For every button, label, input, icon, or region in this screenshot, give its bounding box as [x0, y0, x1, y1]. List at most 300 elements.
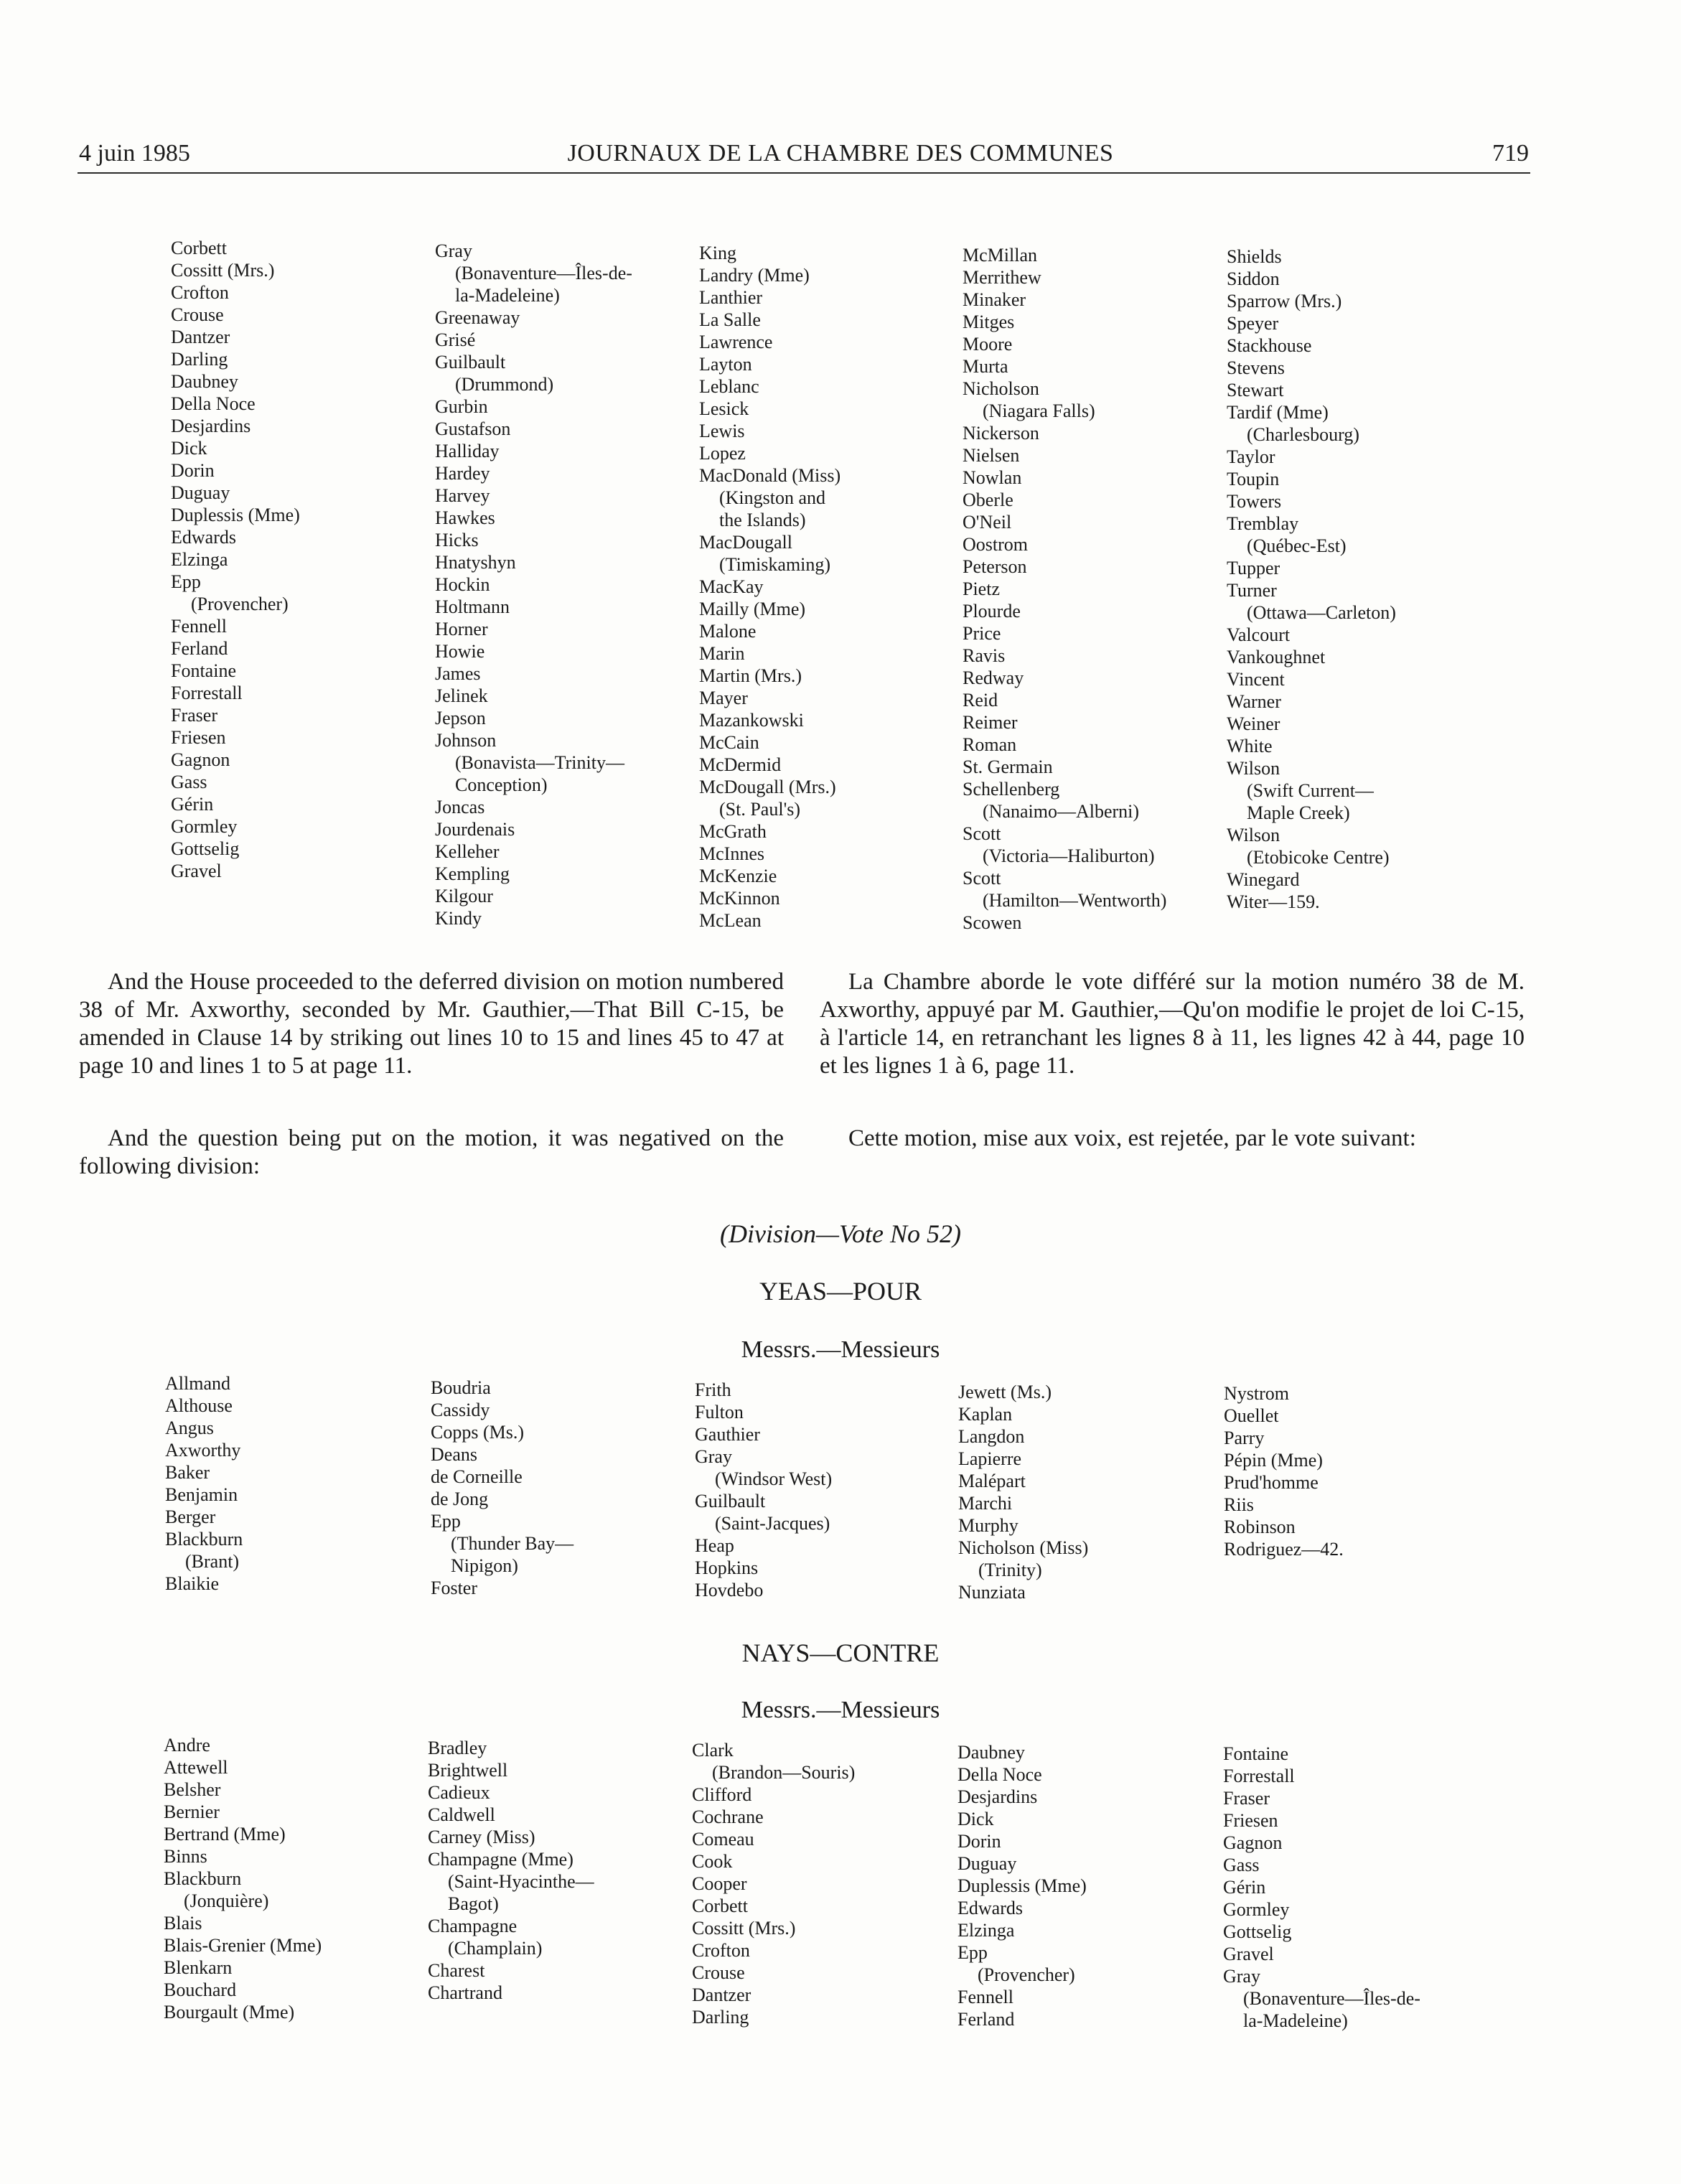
member-surname: Halliday [435, 441, 500, 461]
member-name [699, 909, 840, 932]
member-surname: Grisé [435, 329, 476, 350]
member-name [165, 1372, 243, 1395]
member-name [958, 1448, 1088, 1470]
member-surname: Gottselig [171, 838, 240, 859]
member-surname: Pietz [963, 578, 1000, 599]
member-name [171, 281, 300, 304]
member-surname: Fraser [1223, 1788, 1270, 1809]
member-surname: Kilgour [435, 886, 493, 906]
member-riding: la-Madeleine) [455, 285, 560, 306]
member-name [957, 1808, 1087, 1830]
member-surname: Stevens [1227, 357, 1285, 378]
member-name [171, 860, 300, 882]
member-name [165, 1439, 243, 1461]
member-name [171, 571, 300, 615]
member-surname: Hockin [435, 574, 490, 595]
member-name [699, 242, 840, 264]
member-name [692, 1828, 855, 1850]
yeas-column-2 [431, 1377, 573, 1599]
member-riding: Maple Creek) [1247, 802, 1350, 823]
member-surname: Heap [695, 1535, 734, 1556]
member-name [1227, 446, 1396, 468]
member-surname: Desjardins [957, 1786, 1038, 1807]
member-name [431, 1488, 573, 1510]
member-name [699, 843, 840, 865]
member-riding: (Québec-Est) [1247, 535, 1347, 556]
member-name [963, 489, 1166, 511]
member-surname: Langdon [958, 1426, 1025, 1447]
member-name [958, 1381, 1088, 1403]
member-riding: Conception) [455, 774, 548, 795]
member-surname: Gass [1223, 1855, 1260, 1875]
member-surname: Fennell [957, 1987, 1013, 2007]
member-surname: Della Noce [171, 393, 256, 414]
member-name [171, 237, 300, 259]
member-name [957, 1741, 1087, 1763]
member-surname: Forrestall [1223, 1766, 1295, 1786]
member-name [957, 1897, 1087, 1919]
member-surname: Harvey [435, 485, 490, 506]
member-surname: Cossitt (Mrs.) [171, 260, 275, 281]
member-name [435, 418, 632, 440]
member-name [699, 642, 840, 665]
member-name [963, 511, 1166, 533]
nays-column-1 [164, 1734, 322, 2023]
member-name [164, 1956, 322, 1979]
member-name [1224, 1471, 1344, 1494]
member-riding: (Saint-Jacques) [715, 1513, 830, 1534]
member-surname: Binns [164, 1846, 207, 1867]
member-name [695, 1423, 832, 1445]
member-surname: Wilson [1227, 758, 1280, 779]
member-name [1224, 1538, 1344, 1560]
member-name [171, 459, 300, 482]
member-name [963, 778, 1166, 822]
member-surname: Crofton [171, 282, 229, 303]
member-surname: Lapierre [958, 1448, 1022, 1469]
member-name [958, 1514, 1088, 1537]
member-surname: Dantzer [171, 327, 230, 347]
member-name [963, 333, 1166, 355]
member-name [957, 1852, 1087, 1875]
member-name [699, 731, 840, 754]
member-surname: Roman [963, 734, 1017, 755]
member-riding: (Niagara Falls) [983, 400, 1095, 421]
yeas-column-4 [958, 1381, 1088, 1603]
member-surname: Forrestall [171, 683, 243, 703]
page-number: 719 [1492, 140, 1529, 167]
member-name [435, 395, 632, 418]
member-name [435, 729, 632, 796]
member-name [958, 1403, 1088, 1425]
member-surname: Johnson [435, 730, 497, 751]
member-name [428, 1848, 594, 1915]
member-name [435, 907, 632, 929]
member-name [699, 286, 840, 309]
member-name [171, 771, 300, 793]
member-name [699, 375, 840, 398]
member-name [695, 1401, 832, 1423]
member-surname: Malone [699, 621, 757, 642]
member-surname: Clark [692, 1740, 734, 1761]
member-surname: Ravis [963, 645, 1006, 666]
member-name [171, 526, 300, 548]
member-surname: Dantzer [692, 1984, 751, 2005]
member-surname: Epp [957, 1942, 988, 1963]
member-riding: (Nanaimo—Alberni) [983, 801, 1140, 822]
member-name [1227, 690, 1396, 713]
member-name [963, 667, 1166, 689]
member-name [435, 462, 632, 484]
member-name [699, 709, 840, 731]
member-surname: Gustafson [435, 418, 511, 439]
member-name [431, 1399, 573, 1421]
member-name [171, 482, 300, 504]
member-surname: Mitges [963, 311, 1015, 332]
member-surname: Gurbin [435, 396, 488, 417]
member-surname: Merrithew [963, 267, 1041, 288]
member-surname: Weiner [1227, 713, 1280, 734]
member-riding: Nipigon) [451, 1555, 518, 1576]
member-surname: Nowlan [963, 467, 1022, 488]
member-surname: de Jong [431, 1489, 489, 1509]
member-name [431, 1466, 573, 1488]
member-surname: McCain [699, 732, 759, 753]
member-surname: Duguay [171, 482, 230, 503]
member-surname: Hovdebo [695, 1580, 764, 1600]
member-name [1227, 757, 1396, 824]
member-riding: (Etobicoke Centre) [1247, 847, 1390, 868]
member-name [428, 1915, 594, 1959]
member-surname: Vincent [1227, 669, 1285, 690]
prev-division-column-3 [699, 242, 840, 932]
member-name [171, 370, 300, 393]
member-surname: Cossitt (Mrs.) [692, 1918, 796, 1939]
nays-column-5 [1223, 1743, 1420, 2032]
member-surname: Charest [428, 1960, 485, 1981]
member-name [171, 637, 300, 660]
member-name [164, 1778, 322, 1801]
member-name [1227, 668, 1396, 690]
member-surname: Elzinga [171, 549, 228, 570]
member-name [171, 348, 300, 370]
member-riding: (Bonaventure—Îles-de- [455, 263, 632, 283]
prev-division-column-1 [171, 237, 300, 882]
member-name [1223, 1787, 1420, 1809]
member-surname: Greenaway [435, 307, 520, 328]
member-surname: Dick [957, 1809, 994, 1829]
member-surname: Angus [165, 1417, 214, 1438]
member-name [699, 776, 840, 820]
motion-french: La Chambre aborde le vote différé sur la motion numéro 38 de M. Axworthy, appuyé par M. Gauthier,—Qu'on modifie le projet de loi C-15, à l'article 14, en retranchant les lignes 8 à 11, les lignes 42 à 44, page 10 et les lignes 1 à 6, page 11. [820, 969, 1525, 1079]
member-surname: Leblanc [699, 376, 759, 397]
member-name [1223, 1743, 1420, 1765]
member-surname: Howie [435, 641, 485, 662]
member-surname: Gray [435, 240, 472, 261]
member-name [435, 484, 632, 507]
member-name [963, 467, 1166, 489]
member-name [695, 1557, 832, 1579]
member-surname: Lopez [699, 443, 746, 464]
member-surname: Pépin (Mme) [1224, 1450, 1323, 1471]
member-surname: Hnatyshyn [435, 552, 516, 573]
member-name [699, 820, 840, 843]
member-name [435, 240, 632, 306]
member-name [963, 711, 1166, 734]
member-name [1227, 312, 1396, 334]
member-name [171, 793, 300, 815]
member-name [692, 2006, 855, 2028]
member-riding: (Trinity) [978, 1560, 1042, 1580]
member-name [958, 1492, 1088, 1514]
member-name [963, 311, 1166, 333]
member-name [435, 662, 632, 685]
member-surname: Shields [1227, 246, 1282, 267]
member-surname: Cochrane [692, 1806, 764, 1827]
member-surname: Hardey [435, 463, 490, 484]
member-name [963, 378, 1166, 422]
member-name [963, 911, 1166, 934]
member-name [435, 707, 632, 729]
member-riding: (Bonavista—Trinity— [455, 752, 624, 773]
member-surname: McKinnon [699, 888, 780, 909]
member-surname: MacKay [699, 576, 764, 597]
member-name [692, 1984, 855, 2006]
member-surname: Landry (Mme) [699, 265, 810, 286]
member-surname: Blaikie [165, 1573, 220, 1594]
member-surname: McMillan [963, 245, 1037, 266]
member-name [695, 1579, 832, 1601]
member-surname: Reimer [963, 712, 1018, 733]
member-surname: Valcourt [1227, 624, 1291, 645]
member-name [963, 867, 1166, 911]
member-surname: Hicks [435, 530, 479, 550]
member-surname: La Salle [699, 309, 761, 330]
member-name [1227, 512, 1396, 557]
member-name [957, 1986, 1087, 2008]
member-surname: Towers [1227, 491, 1282, 512]
member-name [171, 615, 300, 637]
member-name [428, 1781, 594, 1804]
member-surname: Kempling [435, 863, 510, 884]
member-riding: (Victoria—Haliburton) [983, 845, 1155, 866]
member-surname: Gray [695, 1446, 732, 1467]
member-surname: Daubney [171, 371, 238, 392]
member-surname: Sparrow (Mrs.) [1227, 291, 1342, 311]
member-surname: Attewell [164, 1757, 228, 1778]
member-riding: (Brandon—Souris) [712, 1762, 856, 1783]
member-name [699, 576, 840, 598]
member-name [699, 353, 840, 375]
member-name [692, 1873, 855, 1895]
header-date: 4 juin 1985 [79, 140, 190, 167]
member-surname: Gérin [171, 794, 214, 815]
member-surname: Witer—159. [1227, 891, 1320, 912]
member-name [171, 393, 300, 415]
member-name [963, 578, 1166, 600]
member-name [963, 422, 1166, 444]
member-name [165, 1528, 243, 1573]
member-name [428, 1804, 594, 1826]
member-surname: Lewis [699, 421, 745, 441]
member-surname: Hopkins [695, 1557, 759, 1578]
member-surname: Tupper [1227, 558, 1280, 578]
member-surname: McInnes [699, 843, 764, 864]
member-surname: Darling [692, 2007, 749, 2028]
member-name [435, 529, 632, 551]
member-surname: Elzinga [957, 1920, 1015, 1941]
member-surname: Gass [171, 772, 207, 792]
member-riding: (Bonaventure—Îles-de- [1243, 1988, 1420, 2009]
member-surname: Tremblay [1227, 513, 1299, 534]
member-surname: Mazankowski [699, 710, 804, 731]
member-surname: Corbett [692, 1895, 748, 1916]
member-name [699, 687, 840, 709]
member-name [963, 444, 1166, 467]
member-surname: Friesen [1223, 1810, 1278, 1831]
member-riding: (Hamilton—Wentworth) [983, 890, 1167, 911]
member-name [171, 815, 300, 838]
member-riding: (Brant) [185, 1551, 240, 1572]
prev-division-column-4 [963, 244, 1166, 934]
nays-column-3 [692, 1739, 855, 2028]
member-name [435, 573, 632, 596]
member-surname: Comeau [692, 1829, 754, 1850]
member-surname: Champagne [428, 1916, 518, 1936]
member-name [1223, 1809, 1420, 1832]
member-name [957, 1763, 1087, 1786]
member-surname: James [435, 663, 481, 684]
member-name [1224, 1427, 1344, 1449]
member-name [1227, 490, 1396, 512]
member-surname: Duplessis (Mme) [171, 505, 300, 525]
member-name [692, 1939, 855, 1962]
member-surname: Gagnon [1223, 1832, 1283, 1853]
member-surname: Bradley [428, 1738, 487, 1758]
member-name [963, 533, 1166, 556]
member-name [171, 304, 300, 326]
member-name [164, 1734, 322, 1756]
member-surname: Foster [431, 1578, 477, 1598]
member-surname: Vankoughnet [1227, 647, 1326, 667]
member-surname: McDougall (Mrs.) [699, 777, 836, 797]
member-name [963, 289, 1166, 311]
member-surname: Dorin [171, 460, 215, 481]
motion-english-result: And the question being put on the motion, it was negatived on the following division: [79, 1125, 784, 1179]
member-surname: Hawkes [435, 507, 495, 528]
member-name [171, 704, 300, 726]
member-name [428, 1737, 594, 1759]
member-surname: Gray [1223, 1966, 1260, 1987]
member-name [164, 1801, 322, 1823]
member-surname: Wilson [1227, 825, 1280, 845]
member-name [1224, 1382, 1344, 1405]
member-name [165, 1573, 243, 1595]
member-surname: Bertrand (Mme) [164, 1824, 286, 1845]
member-surname: Bourgault (Mme) [164, 2002, 295, 2023]
member-surname: Reid [963, 690, 998, 711]
member-name [692, 1784, 855, 1806]
member-name [699, 264, 840, 286]
member-name [165, 1417, 243, 1439]
member-surname: Ferland [957, 2009, 1015, 2030]
member-name [171, 726, 300, 749]
member-riding: (Saint-Hyacinthe— [448, 1871, 594, 1892]
member-surname: Kaplan [958, 1404, 1013, 1425]
member-surname: Edwards [171, 527, 236, 548]
motion-english: And the House proceeded to the deferred division on motion numbered 38 of Mr. Axworthy, seconded by Mr. Gauthier,—That Bill C-15, be amended in Clause 14 by striking out lines 10 to 15 and lines 45 to 47 at page 10 and lines 1 to 5 at page 11. [79, 969, 784, 1079]
member-surname: Nicholson [963, 378, 1039, 399]
member-surname: MacDougall [699, 532, 792, 553]
member-name [1223, 1832, 1420, 1854]
member-name [435, 840, 632, 863]
member-name [164, 2001, 322, 2023]
member-riding: (Charlesbourg) [1247, 424, 1359, 445]
member-surname: Nielsen [963, 445, 1020, 466]
member-name [165, 1484, 243, 1506]
member-surname: Axworthy [165, 1440, 241, 1461]
member-surname: Nicholson (Miss) [958, 1537, 1089, 1558]
member-surname: Ouellet [1224, 1405, 1279, 1426]
member-name [699, 665, 840, 687]
member-name [1223, 1898, 1420, 1921]
member-surname: Blackburn [165, 1529, 243, 1550]
member-name [692, 1806, 855, 1828]
member-name [692, 1739, 855, 1784]
member-surname: Fontaine [1223, 1743, 1288, 1764]
member-name [164, 1934, 322, 1956]
member-surname: Baker [165, 1462, 210, 1483]
member-surname: Blenkarn [164, 1957, 233, 1978]
member-surname: Lawrence [699, 332, 773, 352]
member-name [1223, 1921, 1420, 1943]
member-name [1224, 1405, 1344, 1427]
member-surname: Mailly (Mme) [699, 599, 806, 619]
member-surname: Warner [1227, 691, 1281, 712]
yeas-heading: YEAS—POUR [759, 1277, 922, 1306]
member-surname: Cooper [692, 1873, 747, 1894]
member-name [435, 351, 632, 395]
member-surname: Fontaine [171, 660, 236, 681]
member-surname: Nunziata [958, 1582, 1026, 1603]
member-surname: Edwards [957, 1898, 1023, 1918]
member-name [963, 266, 1166, 289]
member-name [1227, 379, 1396, 401]
member-surname: Malépart [958, 1471, 1026, 1491]
member-surname: Toupin [1227, 469, 1280, 489]
member-name [165, 1395, 243, 1417]
member-name [171, 437, 300, 459]
member-name [963, 734, 1166, 756]
member-surname: Guilbault [695, 1491, 766, 1512]
member-name [699, 420, 840, 442]
member-surname: Gormley [1223, 1899, 1290, 1920]
member-name [699, 865, 840, 887]
member-surname: Epp [171, 571, 201, 592]
member-riding: (Thunder Bay— [451, 1533, 574, 1554]
member-riding: (Champlain) [448, 1938, 543, 1959]
member-name [435, 885, 632, 907]
member-riding: (Provencher) [191, 594, 289, 614]
member-name [1227, 290, 1396, 312]
member-surname: Stackhouse [1227, 335, 1312, 356]
member-name [963, 556, 1166, 578]
member-name [435, 685, 632, 707]
member-name [1227, 624, 1396, 646]
member-surname: Marin [699, 643, 745, 664]
member-name [692, 1895, 855, 1917]
member-name [171, 838, 300, 860]
